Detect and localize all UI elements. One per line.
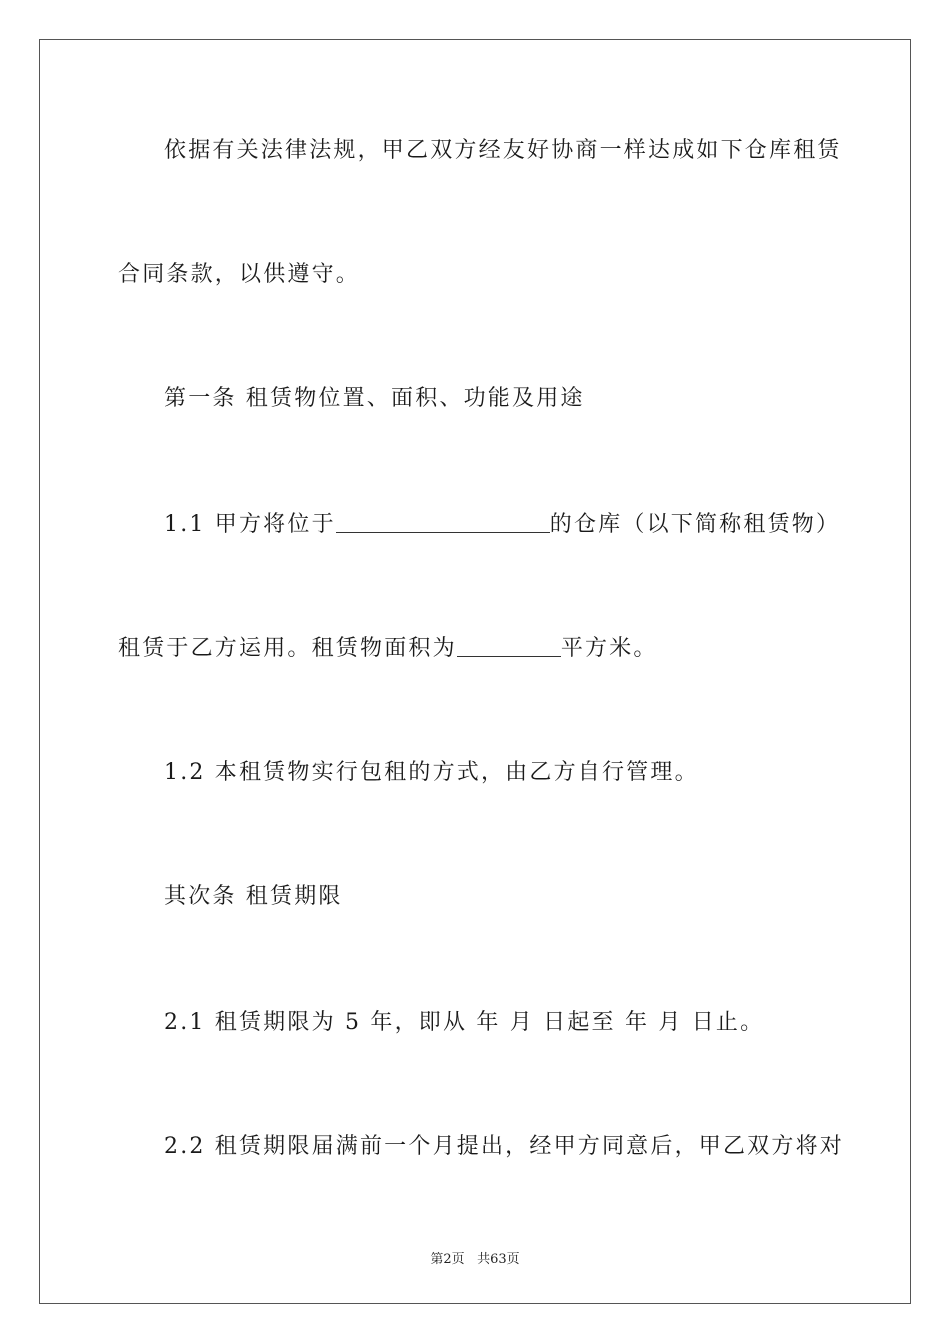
- clause-1-1-text-before: 1.1 甲方将位于: [164, 512, 336, 537]
- article1-heading: 第一条 租赁物位置、面积、功能及用途: [164, 386, 585, 411]
- page-footer: [0, 1248, 950, 1267]
- clause-1-1-line2-after: 平方米。: [560, 636, 658, 661]
- location-blank-field: [336, 512, 550, 533]
- article2-heading: 其次条 租赁期限: [164, 884, 343, 909]
- paragraph1-line1: 依据有关法律法规，甲乙双方经友好协商一样达成如下仓库租赁: [164, 138, 842, 163]
- clause-1-1-line1: [164, 512, 840, 538]
- clause-1-2: 1.2 本租赁物实行包租的方式，由乙方自行管理。: [164, 760, 699, 785]
- clause-1-1-line2: [118, 636, 658, 662]
- clause-2-2: 2.2 租赁期限届满前一个月提出，经甲方同意后，甲乙双方将对: [164, 1134, 844, 1159]
- clause-1-1-text-after: 的仓库（以下简称租赁物）: [549, 512, 841, 537]
- current-page-label: 第2页: [430, 1252, 465, 1267]
- paragraph1-line2: 合同条款，以供遵守。: [118, 262, 361, 287]
- clause-1-1-line2-before: 租赁于乙方运用。租赁物面积为: [118, 636, 457, 661]
- page-border: [39, 39, 911, 1304]
- area-blank-field: [457, 636, 561, 657]
- total-pages-label: 共63页: [477, 1252, 520, 1267]
- clause-2-1: 2.1 租赁期限为 5 年，即从 年 月 日起至 年 月 日止。: [164, 1010, 765, 1035]
